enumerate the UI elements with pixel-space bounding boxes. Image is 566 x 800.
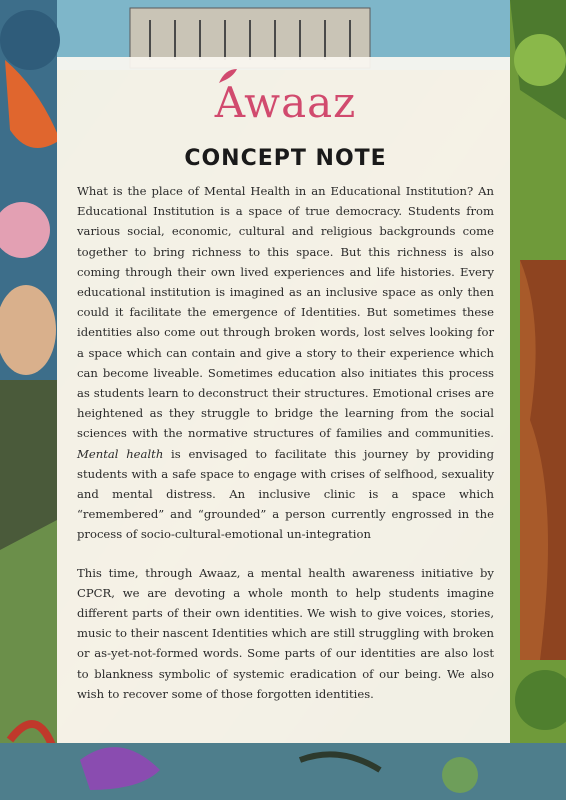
mental-health-emphasis: Mental health xyxy=(77,446,164,461)
page-title: CONCEPT NOTE xyxy=(184,146,387,171)
paragraph-2: This time, through Awaaz, a mental health awareness initiative by CPCR, we are devoting a whole month to help students imagine different parts of their own identities. We wish to give voices, stories, music to their nascent Identities which are still struggling with broken or as-yet-not-formed words. Some parts of our identities are also lost to blankness symbolic of systemic eradication of our being. We also wish to recover some of those forgotten identities. xyxy=(77,565,494,701)
concept-note-panel xyxy=(57,57,510,743)
paragraph-1 xyxy=(77,181,494,545)
leaf-icon xyxy=(217,67,241,85)
logo-text: Awaaz xyxy=(214,78,357,127)
paragraph-1-part1: What is the place of Mental Health in an Educational Institution? An Educational Institution is a space of true democracy. Students from various social, economic, cultural and religious backgrounds come together to bring richness to this space. But this richness is also coming through their own lived experiences and life histories. Every educational institution is imagined as an inclusive space as only then could it facilitate the emergence of Identities. But sometimes these identities also come out through broken words, lost selves looking for a space which can contain and give a story to their experience which can become liveable. Sometimes education also initiates this process as students learn to deconstruct their structures. Emotional crises are heightened as they struggle to bridge the learning from the social sciences with the normative structures of families and communities. xyxy=(77,184,494,441)
logo xyxy=(77,75,494,145)
paragraph-1-part2: is envisaged to facilitate this journey by providing students with a safe space to engage with crises of selfhood, sexuality and mental distress. An inclusive clinic is a space which “remembered” and “grounded” a person currently engrossed in the process of socio-cultural-emotional un-integration xyxy=(77,446,495,542)
concept-note-body xyxy=(77,181,494,704)
